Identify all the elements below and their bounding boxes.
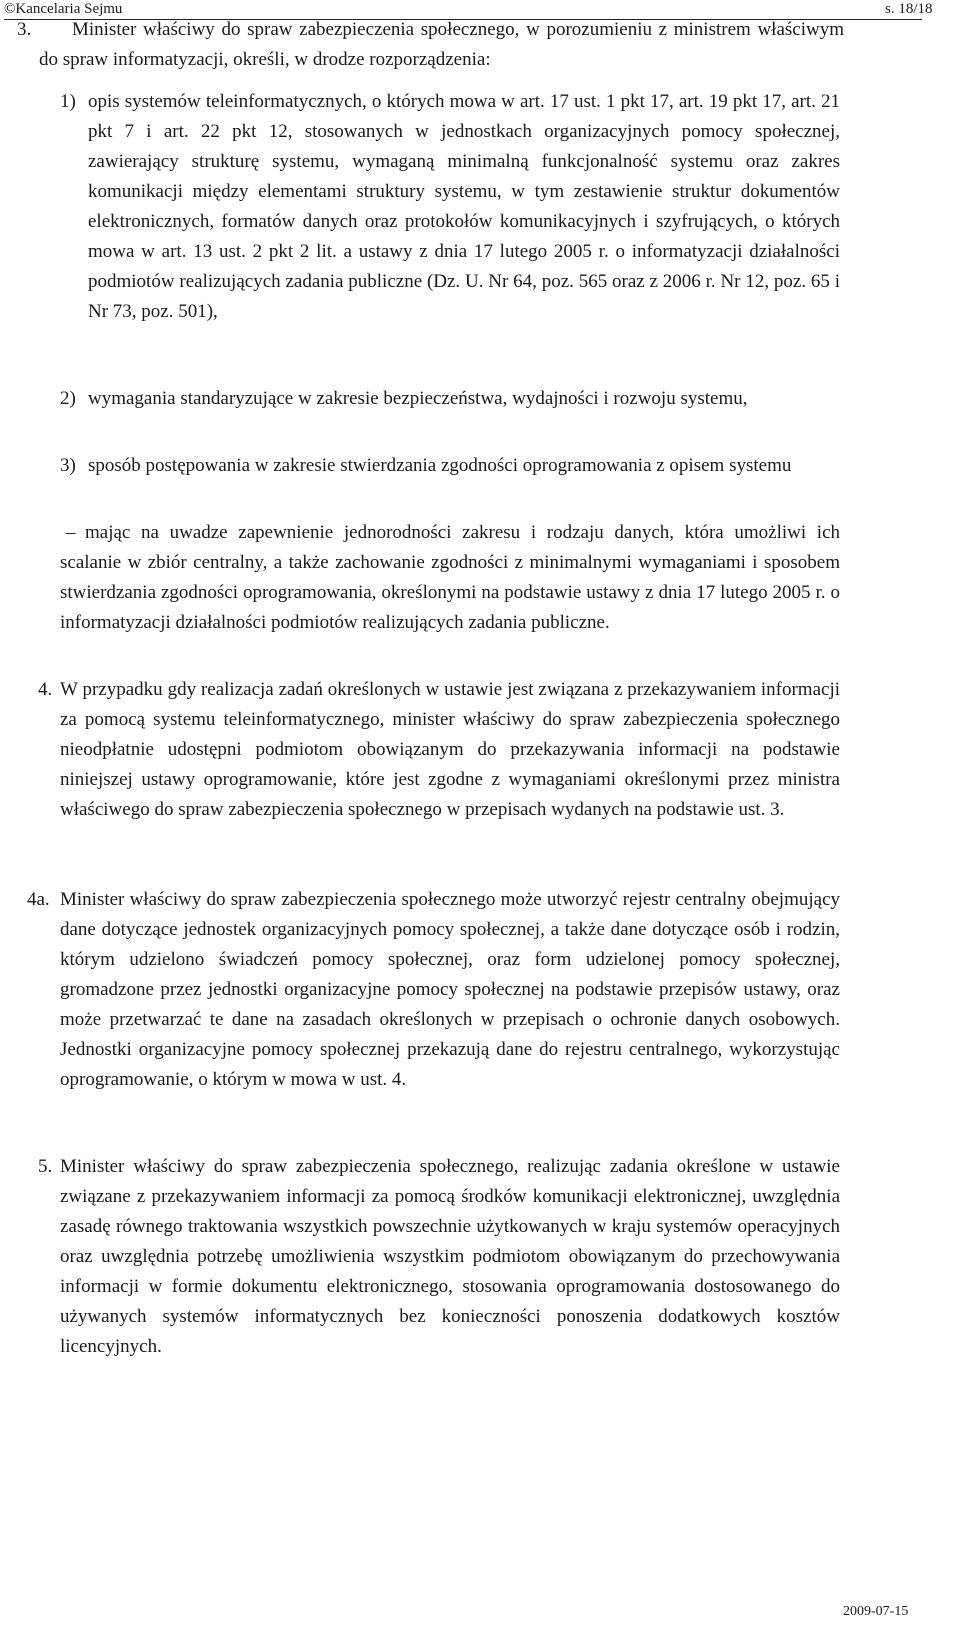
paragraph-label: 1) xyxy=(60,91,76,112)
paragraph-text: mając na uwadze zapewnienie jednorodności zakresu i rodzaju danych, która umożliwi ich scalanie w zbiór centralny, a także zachowanie zgodności z minimalnymi wymaganiami i sposobem stwierdzania zgodności oprogramowania, określonymi na podstawie ustawy z dnia 17 lutego 2005 r. o informatyzacji działalności podmiotów realizujących zadania publiczne. xyxy=(60,522,840,633)
header-source: ©Kancelaria Sejmu xyxy=(4,1,123,17)
paragraph-4a xyxy=(27,885,840,1095)
paragraph-text: W przypadku gdy realizacja zadań określonych w ustawie jest związana z przekazywaniem informacji za pomocą systemu teleinformatycznego, minister właściwy do spraw zabezpieczenia społecznego nieodpłatnie udostępni podmiotom obowiązanym do przekazywania informacji na podstawie niniejszej ustawy oprogramowanie, które jest zgodne z wymaganiami określonymi przez ministra właściwego do spraw zabezpieczenia społecznego w przepisach wydanych na podstawie ust. 3. xyxy=(60,679,840,820)
paragraph-3 xyxy=(17,15,844,75)
paragraph-label: 3) xyxy=(60,455,76,476)
paragraph-3-item-2 xyxy=(60,384,840,414)
paragraph-label: 3. xyxy=(17,19,32,40)
paragraph-text: Minister właściwy do spraw zabezpieczenia społecznego, w porozumieniu z ministrem właściwym do spraw informatyzacji, określi, w drodze rozporządzenia: xyxy=(39,19,844,70)
paragraph-text: Minister właściwy do spraw zabezpieczenia społecznego może utworzyć rejestr centralny obejmujący dane dotyczące jednostek organizacyjnych pomocy społecznej, a także dane dotyczące osób i rodzin, którym udzielono świadczeń pomocy społecznej, oraz form udzielonej pomocy społecznej, gromadzone przez jednostki organizacyjne pomocy społecznej na podstawie przepisów ustawy, oraz może przetwarzać te dane na zasadach określonych w przepisach o ochronie danych osobowych. Jednostki organizacyjne pomocy społecznej przekazują dane do rejestru centralnego, wykorzystując oprogramowanie, o którym w mowa w ust. 4. xyxy=(60,889,840,1090)
paragraph-label: 4. xyxy=(38,679,53,700)
paragraph-4 xyxy=(38,675,840,825)
paragraph-label: 4a. xyxy=(27,889,50,910)
paragraph-text: wymagania standaryzujące w zakresie bezpieczeństwa, wydajności i rozwoju systemu, xyxy=(88,388,748,409)
footer-date: 2009-07-15 xyxy=(843,1604,909,1619)
paragraph-label: 2) xyxy=(60,388,76,409)
paragraph-5 xyxy=(38,1152,840,1362)
paragraph-text: Minister właściwy do spraw zabezpieczenia społecznego, realizując zadania określone w ustawie związane z przekazywaniem informacji za pomocą środków komunikacji elektronicznej, uwzględnia zasadę równego traktowania wszystkich powszechnie użytkowanych w kraju systemów operacyjnych oraz uwzględnia potrzebę umożliwienia wszystkim podmiotom obowiązanym do przechowywania informacji w formie dokumentu elektronicznego, stosowania oprogramowania dostosowanego do używanych systemów informatycznych bez konieczności ponoszenia dodatkowych kosztów licencyjnych. xyxy=(60,1156,840,1357)
dash-mark: – xyxy=(66,522,76,543)
paragraph-label: 5. xyxy=(38,1156,53,1177)
paragraph-3-closing xyxy=(60,518,840,638)
paragraph-text: sposób postępowania w zakresie stwierdzania zgodności oprogramowania z opisem systemu xyxy=(88,455,792,476)
paragraph-3-item-3 xyxy=(60,451,840,481)
header-page-number: s. 18/18 xyxy=(885,1,933,17)
paragraph-text: opis systemów teleinformatycznych, o których mowa w art. 17 ust. 1 pkt 17, art. 19 pkt 17, art. 21 pkt 7 i art. 22 pkt 12, stosowanych w jednostkach organizacyjnych pomocy społecznej, zawierający strukturę systemu, wymaganą minimalną funkcjonalność systemu oraz zakres komunikacji między elementami struktury systemu, w tym zestawienie struktur dokumentów elektronicznych, formatów danych oraz protokołów komunikacyjnych i szyfrujących, o których mowa w art. 13 ust. 2 pkt 2 lit. a ustawy z dnia 17 lutego 2005 r. o informatyzacji działalności podmiotów realizujących zadania publiczne (Dz. U. Nr 64, poz. 565 oraz z 2006 r. Nr 12, poz. 65 i Nr 73, poz. 501), xyxy=(88,91,840,322)
paragraph-3-item-1 xyxy=(60,87,840,327)
